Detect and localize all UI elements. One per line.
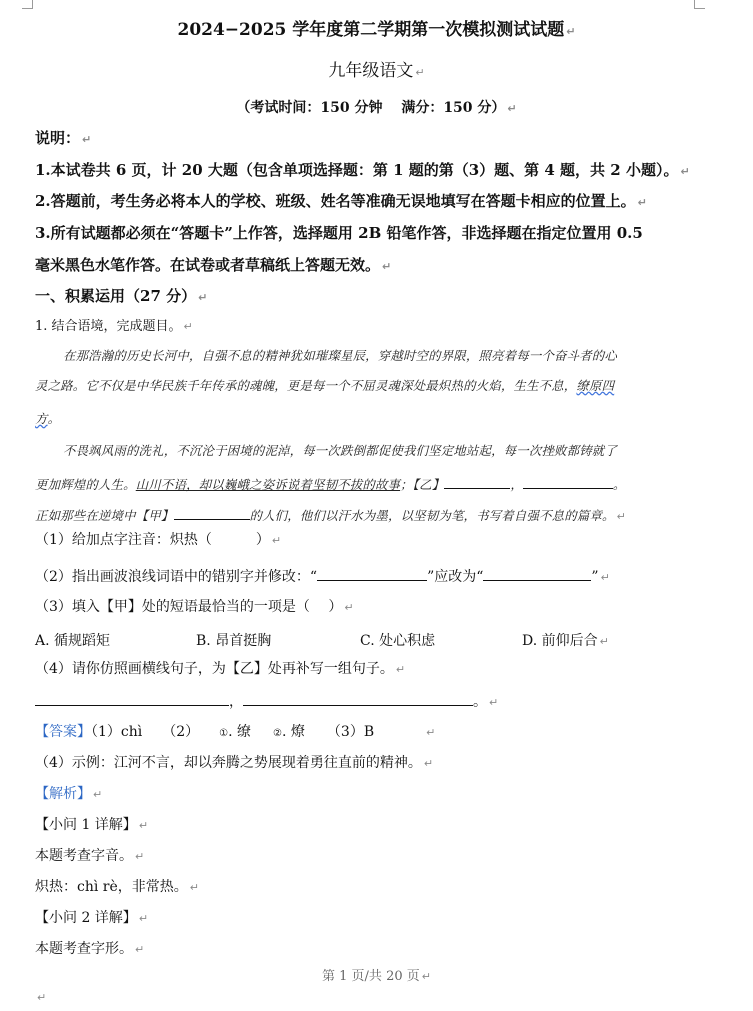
passage-line: 方。 (35, 411, 61, 426)
paragraph-mark-icon: ↵ (271, 534, 282, 547)
analysis-sub2-heading: 【小问 2 详解】 ↵ (35, 910, 149, 926)
fill-blank (444, 476, 510, 489)
analysis-text: 本题考查字音。 ↵ (35, 848, 145, 864)
passage-line: 更加辉煌的人生。山川不语，却以巍峨之姿诉说着坚韧不拔的故事；【乙】 ， 。 (35, 477, 626, 492)
crop-mark-top-right (694, 0, 705, 9)
question-1-prompt: 1. 结合语境，完成题目。 ↵ (35, 319, 193, 334)
trailing-paragraph-mark (35, 988, 46, 1004)
paragraph-mark-icon: ↵ (138, 912, 149, 925)
option-b: B. 昂首挺胸 (196, 633, 272, 649)
paragraph-mark-icon: ↵ (82, 133, 92, 146)
paragraph-mark-icon: ↵ (600, 571, 610, 584)
paragraph-mark-icon: ↵ (138, 819, 149, 832)
option-a: A. 循规蹈矩 (35, 633, 111, 649)
answer-line: 【答案】（1）chì （2） ①. 缭 ②. 燎 （3）B ↵ (35, 724, 436, 740)
fill-blank (174, 507, 250, 520)
instruction-item: 3.所有试题都必须在“答题卡”上作答，选择题用 2B 铅笔作答，非选择题在指定位置用 0.5 (35, 224, 643, 242)
passage-line: 在那浩瀚的历史长河中，自强不息的精神犹如璀璨星辰，穿越时空的界限，照亮着每一个奋斗者的心 (63, 348, 617, 363)
passage-line: 正如那些在逆境中【甲】 的人们，他们以汗水为墨，以坚韧为笔，书写着自强不息的篇章。 ↵ (35, 508, 627, 523)
paragraph-mark-icon: ↵ (135, 943, 145, 956)
answer-part-4: （4）示例：江河不言，却以奔腾之势展现着勇往直前的精神。 ↵ (35, 755, 434, 771)
instruction-item: 2.答题前，考生务必将本人的学校、班级、姓名等准确无误地填写在答题卡相应的位置上。 ↵ (35, 192, 647, 210)
fill-blank (243, 693, 473, 706)
paragraph-mark-icon: ↵ (415, 66, 425, 79)
crop-mark-top-left (22, 0, 33, 9)
paragraph-mark-icon: ↵ (507, 102, 517, 115)
paragraph-mark-icon: ↵ (198, 291, 208, 304)
paragraph-mark-icon: ↵ (183, 320, 193, 333)
paragraph-mark-icon: ↵ (489, 696, 499, 709)
answer-label: 【答案】 (35, 724, 91, 740)
paragraph-mark-icon: ↵ (189, 881, 199, 894)
analysis-sub1-heading: 【小问 1 详解】 ↵ (35, 817, 149, 833)
paragraph-mark-icon: ↵ (93, 788, 103, 801)
answer-blank-line: ， 。 ↵ (35, 693, 498, 709)
analysis-label: 【解析】 ↵ (35, 786, 103, 802)
option-d: D. 前仰后合 ↵ (522, 633, 609, 649)
paragraph-mark-icon: ↵ (421, 970, 431, 983)
fill-blank (35, 693, 229, 706)
option-c: C. 处心积虑 (360, 633, 436, 649)
paragraph-mark-icon: ↵ (566, 25, 576, 38)
sub-question-1: （1）给加点字注音：炽热（ ） ↵ (35, 532, 282, 548)
paragraph-mark-icon: ↵ (382, 260, 392, 273)
analysis-text: 炽热：chì rè，非常热。 ↵ (35, 879, 199, 895)
sub-question-2: （2）指出画波浪线词语中的错别字并修改：“ ”应改为“ ” ↵ (35, 569, 610, 585)
underlined-sentence: 山川不语，却以巍峨之姿诉说着坚韧不拔的故事 (135, 477, 401, 492)
instruction-item: 1.本试卷共 6 页，计 20 大题（包含单项选择题：第 1 题的第（3）题、第 4 题，共 2 小题）。 ↵ (35, 161, 690, 179)
passage-line: 不畏飒风雨的洗礼，不沉沦于困境的泥淖，每一次跌倒都促使我们坚定地站起，每一次挫败都铸就了 (63, 443, 617, 458)
paragraph-mark-icon: ↵ (423, 757, 434, 770)
sub-question-4: （4）请你仿照画横线句子，为【乙】处再补写一组句子。 ↵ (35, 661, 406, 677)
sub-question-3: （3）填入【甲】处的短语最恰当的一项是（ ） ↵ (35, 599, 354, 615)
fill-blank (317, 568, 427, 581)
paragraph-mark-icon: ↵ (426, 726, 436, 739)
exam-info: （考试时间：150 分钟 满分：150 分） ↵ (236, 100, 517, 116)
fill-blank (483, 568, 591, 581)
wavy-underlined-word: 缭原四 (576, 378, 615, 393)
analysis-text: 本题考查字形。 ↵ (35, 941, 145, 957)
paragraph-mark-icon: ↵ (616, 510, 627, 523)
paragraph-mark-icon: ↵ (135, 850, 145, 863)
paragraph-mark-icon: ↵ (599, 635, 609, 648)
paragraph-mark-icon: ↵ (680, 165, 690, 178)
wavy-underlined-word: 方 (35, 411, 48, 426)
paragraph-mark-icon: ↵ (37, 991, 47, 1004)
exam-subtitle: 九年级语文 ↵ (328, 61, 425, 81)
exam-title: 2024−2025 学年度第二学期第一次模拟测试试题 ↵ (177, 20, 576, 40)
passage-line: 灵之路。它不仅是中华民族千年传承的魂魄，更是每一个不屈灵魂深处最炽热的火焰，生生不息，缭原四 (35, 378, 615, 393)
fill-blank (523, 476, 613, 489)
instructions-heading: 说明： ↵ (35, 129, 92, 147)
instruction-item: 毫米黑色水笔作答。在试卷或者草稿纸上答题无效。 ↵ (35, 256, 392, 274)
paragraph-mark-icon: ↵ (395, 663, 406, 676)
paragraph-mark-icon: ↵ (637, 196, 647, 209)
paragraph-mark-icon: ↵ (344, 601, 354, 614)
page-footer: 第 1 页/共 20 页 ↵ (322, 969, 431, 984)
section-heading: 一、积累运用（27 分） ↵ (35, 287, 208, 305)
